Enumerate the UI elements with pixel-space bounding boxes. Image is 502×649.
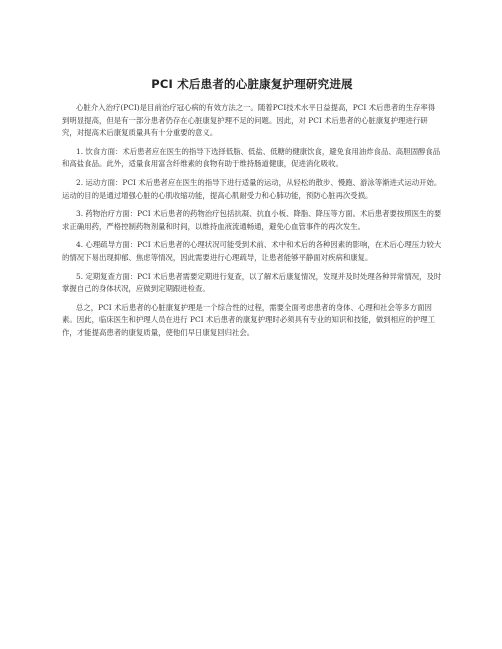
medication-paragraph: 3. 药物治疗方面：PCI 术后患者的药物治疗包括抗凝、抗血小板、降脂、降压等方面。术后患者要按照医生的要求正确用药，严格控制药物剂量和时间，以维持血液流通畅通，避免心血管事件的再次发生。 bbox=[62, 209, 442, 231]
diet-paragraph: 1. 饮食方面：术后患者应在医生的指导下选择低脂、低盐、低糖的健康饮食，避免食用油炸食品、高胆固醇食品和高盐食品。此外，适量食用富含纤维素的食物有助于维持肠道健康，促进消化吸收。 bbox=[62, 146, 441, 169]
followup-paragraph: 5. 定期复查方面：PCI 术后患者需要定期进行复查，以了解术后康复情况，发现并及时处理各种异常情况，及时掌握自己的身体状况，应做到定期跟进检查。 bbox=[62, 271, 442, 294]
document-title: PCI 术后患者的心脏康复护理研究进展 bbox=[151, 77, 353, 91]
summary-paragraph: 总之，PCI 术后患者的心脏康复护理是一个综合性的过程，需要全面考虑患者的身体、心理和社会等多方面因素。因此，临床医生和护理人员在进行 PCI 术后患者的康复护理时必须具有专业的知识和技能，做到相应的护理工作，才能提高患者的康复质量，使他们早日康复回归社会。 bbox=[62, 302, 436, 337]
exercise-paragraph: 2. 运动方面：PCI 术后患者应在医生的指导下进行适量的运动，从轻松的散步、慢跑、游泳等渐进式运动开始。运动的目的是通过增强心脏的心肌收缩功能，提高心肌耐受力和心肺功能，预防心脏再次受损。 bbox=[62, 177, 442, 200]
intro-paragraph: 心脏介入治疗(PCI)是目前治疗冠心病的有效方法之一。随着PCI技术水平日益提高，PCI 术后患者的生存率得到明显提高，但是有一部分患者仍存在心脏康复护理不足的问题。因此，对 PCI 术后患者的心脏康复护理进行研究，对提高术后康复质量具有十分重要的意义。 bbox=[62, 103, 436, 138]
psychology-paragraph: 4. 心理疏导方面：PCI 术后患者的心理状况可能受到术前、术中和术后的各种因素的影响，在术后心理压力较大的情况下易出现抑郁、焦虑等情况，因此需要进行心理疏导，让患者能够平静面对疾病和康复。 bbox=[62, 240, 442, 262]
